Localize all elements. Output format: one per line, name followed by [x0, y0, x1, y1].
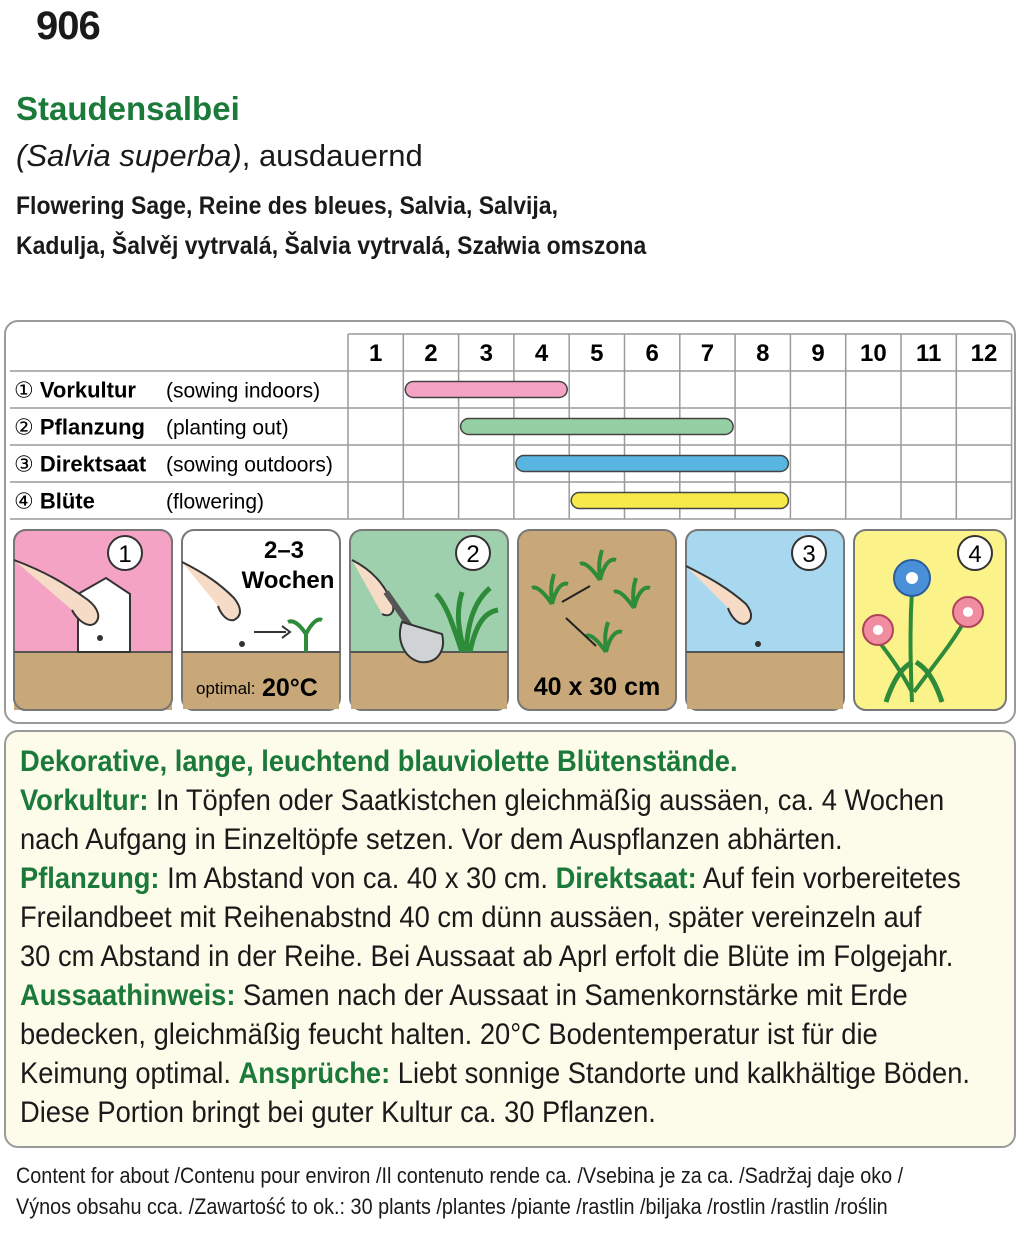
desc-line-9: [20, 1054, 970, 1093]
month-label: 12: [970, 340, 998, 367]
period-bar: [461, 419, 733, 435]
vorkultur-label: Vorkultur:: [20, 784, 149, 817]
spacing-label: 40 x 30 cm: [533, 673, 661, 701]
month-label: 11: [915, 340, 942, 367]
desc-line-4: [20, 859, 961, 898]
month-label: 8: [756, 340, 770, 367]
ansprueche-label: Ansprüche:: [238, 1057, 391, 1090]
common-names-line-2: Kadulja, Šalvěj vytrvalá, Šalvia vytrvalá, Szałwia omszona: [16, 232, 647, 260]
direktsaat-text-3: 30 cm Abstand in der Reihe. Bei Aussaat ab Aprl erfolt die Blüte im Folgejahr.: [20, 940, 954, 973]
month-label: 9: [811, 340, 825, 367]
vorkultur-text-1: In Töpfen oder Saatkistchen gleichmäßig aussäen, ca. 4 Wochen: [148, 784, 945, 817]
description-text: [20, 742, 970, 1132]
row-label: ③ Direktsaat (sowing outdoors): [14, 451, 333, 477]
panel-4-number: 4: [968, 541, 982, 568]
month-label: 2: [424, 340, 438, 367]
period-bar: [571, 493, 788, 509]
desc-line-7: [20, 976, 930, 1015]
pflanzung-text: Im Abstand von ca. 40 x 30 cm.: [159, 862, 556, 895]
panel-sowing-outdoors: [686, 530, 844, 710]
month-label: 10: [859, 340, 887, 367]
month-label: 4: [534, 340, 549, 367]
panel-3-number: 3: [802, 541, 816, 568]
panel-germination: [182, 530, 340, 710]
pflanzung-label: Pflanzung:: [20, 862, 160, 895]
seed-icon: [97, 635, 103, 641]
footer-line-1: Content for about /Contenu pour environ /Il contenuto rende ca. /Vsebina je za ca. /Sadržaj daje oko /: [16, 1163, 904, 1188]
footer-content-info: [16, 1160, 903, 1222]
panel-flowering: [854, 530, 1006, 710]
blue-flower-icon: [894, 560, 930, 596]
month-label: 1: [368, 340, 383, 367]
headline: Dekorative, lange, leuchtend blauviolette Blütenstände.: [20, 745, 738, 778]
panel-planting-out: [350, 530, 508, 710]
common-names-line-1: Flowering Sage, Reine des bleues, Salvia, Salvija,: [16, 192, 558, 220]
germination-weeks: 2–3: [263, 537, 305, 564]
germination-weeks-label: Wochen: [241, 567, 335, 594]
footer-line-2: Výnos obsahu cca. /Zawartość to ok.: 30 plants /plantes /piante /rastlin /biljaka /rostlin /rastlin /roślin: [16, 1194, 888, 1219]
aussaat-text-2: bedecken, gleichmäßig feucht halten. 20°C Bodentemperatur ist für die: [20, 1018, 878, 1051]
direktsaat-text-1: Auf fein vorbereitetes: [696, 862, 961, 895]
month-label: 3: [479, 340, 493, 367]
product-code: 906: [36, 4, 100, 48]
portion-text: Diese Portion bringt bei guter Kultur ca. 30 Pflanzen.: [20, 1096, 656, 1129]
month-label: 7: [700, 340, 715, 367]
direktsaat-label: Direktsaat:: [555, 862, 697, 895]
desc-line-2: [20, 781, 945, 820]
panel-1-number: 1: [118, 541, 132, 568]
latin-species: (Salvia superba): [16, 138, 242, 173]
row-label: ① Vorkultur (sowing indoors): [14, 377, 321, 403]
latin-name: [16, 138, 423, 174]
direktsaat-text-2: Freilandbeet mit Reihenabstnd 40 cm dünn aussäen, später vereinzeln auf: [20, 901, 922, 934]
row-label: ② Pflanzung (planting out): [14, 414, 289, 440]
aussaathinweis-label: Aussaathinweis:: [20, 979, 236, 1012]
aussaat-text-3: Keimung optimal.: [20, 1057, 239, 1090]
month-label: 5: [590, 340, 604, 367]
optimal-label: optimal:: [196, 679, 256, 698]
month-label: 6: [645, 340, 659, 367]
panel-spacing: [518, 530, 676, 710]
ansprueche-text: Liebt sonnige Standorte und kalkhältige Böden.: [390, 1057, 970, 1090]
vorkultur-text-2: nach Aufgang in Einzeltöpfe setzen. Vor dem Auspflanzen abhärten.: [20, 823, 843, 856]
month-labels: [369, 340, 997, 367]
optimal-temperature: 20°C: [262, 674, 318, 702]
panel-sowing-indoors: [14, 530, 172, 710]
aussaat-text-1: Samen nach der Aussaat in Samenkornstärke mit Erde: [235, 979, 908, 1012]
latin-suffix: , ausdauernd: [241, 138, 423, 173]
product-title: Staudensalbei: [16, 90, 240, 127]
period-bar: [516, 456, 789, 472]
period-bar: [405, 382, 567, 398]
sowing-calendar: [4, 320, 1016, 724]
panel-2-number: 2: [466, 541, 480, 568]
calendar-graphic: [6, 322, 1014, 722]
description-box: [4, 730, 1016, 1148]
row-label: ④ Blüte (flowering): [14, 488, 265, 514]
